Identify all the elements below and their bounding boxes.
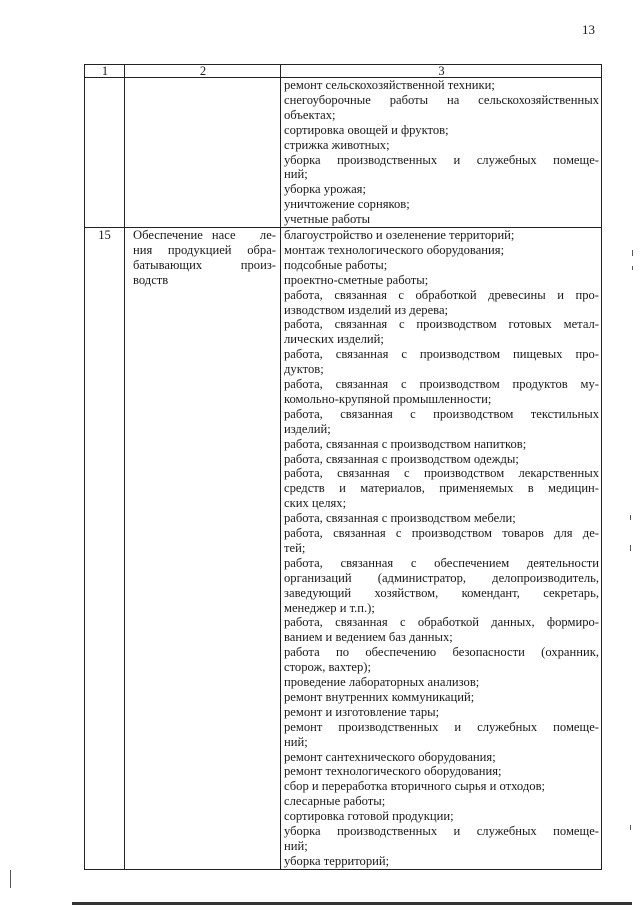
text-line: работа, связанная с производством пищевых про-	[284, 347, 599, 362]
text-line: учетные работы	[284, 212, 371, 227]
text-line: проектно-сметные работы;	[284, 272, 429, 287]
text-line: работа, связанная с производством текстильных	[284, 406, 599, 421]
scan-margin-mark	[630, 545, 631, 551]
text-line: благоустройство и озеленение территорий;	[284, 228, 515, 243]
text-line: работа, связанная с производством мебели;	[284, 511, 516, 526]
text-line: батывающих произ-	[133, 257, 276, 272]
text-line: сбор и переработка вторичного сырья и отходов;	[284, 779, 546, 794]
table-row-15	[85, 228, 602, 870]
text-line: ремонт внутренних коммуникаций;	[284, 689, 475, 704]
text-line: ний;	[284, 838, 308, 853]
text-line: объектах;	[284, 107, 336, 122]
text-line: стрижка животных;	[284, 137, 390, 152]
text-line: слесарные работы;	[284, 794, 386, 809]
text-line: сортировка готовой продукции;	[284, 809, 454, 824]
text-line: ния продукцией обра-	[133, 242, 276, 257]
text-line: работа, связанная с производством готовых метал-	[284, 317, 599, 332]
text-line: ванием и ведением баз данных;	[284, 630, 453, 645]
works-table	[84, 64, 602, 870]
text-line: уборка производственных и служебных помеще-	[284, 824, 599, 839]
text-line: монтаж технологического оборудования;	[284, 242, 505, 257]
text-line: ских целях;	[284, 496, 347, 511]
page-number: 13	[582, 22, 595, 37]
text-line: уборка территорий;	[284, 853, 390, 868]
scan-margin-mark	[10, 870, 11, 888]
text-line: ремонт сантехнического оборудования;	[284, 749, 496, 764]
activity-name-cell	[125, 78, 281, 228]
scan-margin-mark	[630, 825, 631, 830]
scan-margin-mark	[632, 266, 633, 270]
text-line: подсобные работы;	[284, 257, 388, 272]
text-line: водств	[133, 272, 169, 287]
row-number-cell	[85, 78, 125, 228]
text-line: ний;	[284, 167, 308, 182]
work-types-cell	[281, 228, 602, 870]
text-line: менеджер и т.п.);	[284, 600, 375, 615]
text-line: тей;	[284, 540, 306, 555]
column-header-3: 3	[281, 65, 602, 78]
text-line: ремонт производственных и служебных помеще-	[284, 719, 599, 734]
table-row-continuation	[85, 78, 602, 228]
text-line: комольно-крупяной промышленности;	[284, 391, 492, 406]
text-line: ремонт сельскохозяйственной техники;	[284, 78, 495, 92]
row-number-cell: 15	[85, 228, 125, 870]
text-line: работа, связанная с производством продуктов му-	[284, 377, 599, 392]
text-line: сторож, вахтер);	[284, 660, 371, 675]
text-line: работа, связанная с производством одежды;	[284, 451, 519, 466]
text-line: работа, связанная с производством напитков;	[284, 436, 527, 451]
text-line: ремонт и изготовление тары;	[284, 704, 440, 719]
text-line: ремонт технологического оборудования;	[284, 764, 502, 779]
activity-name-cell	[125, 228, 281, 870]
header-row	[85, 65, 602, 78]
text-line: работа по обеспечению безопасности (охранник,	[284, 645, 599, 660]
text-line: уборка урожая;	[284, 182, 366, 197]
scan-margin-mark	[632, 250, 633, 256]
text-line: уборка производственных и служебных помеще-	[284, 152, 599, 167]
text-line: снегоуборочные работы на сельскохозяйственных	[284, 92, 599, 107]
text-line: изделий;	[284, 421, 331, 436]
text-line: работа, связанная с производством товаров для де-	[284, 526, 599, 541]
text-line: Обеспечение насе ле-	[133, 228, 276, 243]
column-header-1: 1	[85, 65, 125, 78]
text-line: заведующий хозяйством, комендант, секретарь,	[284, 585, 599, 600]
text-line: уничтожение сорняков;	[284, 197, 410, 212]
text-line: сортировка овощей и фруктов;	[284, 122, 449, 137]
text-line: ний;	[284, 734, 308, 749]
text-line: проведение лабораторных анализов;	[284, 675, 480, 690]
text-line: работа, связанная с обработкой данных, формиро-	[284, 615, 599, 630]
text-line: средств и материалов, применяемых в медицин-	[284, 481, 599, 496]
text-line: изводством изделий из дерева;	[284, 302, 449, 317]
text-line: работа, связанная с обработкой древесины и про-	[284, 287, 599, 302]
text-line: дуктов;	[284, 362, 324, 377]
text-line: работа, связанная с обеспечением деятельности	[284, 555, 599, 570]
text-line: работа, связанная с производством лекарственных	[284, 466, 599, 481]
column-header-2: 2	[125, 65, 281, 78]
work-types-cell	[281, 78, 602, 228]
text-line: лических изделий;	[284, 332, 384, 347]
text-line: организаций (администратор, делопроизводитель,	[284, 570, 599, 585]
scan-margin-mark	[630, 515, 631, 520]
